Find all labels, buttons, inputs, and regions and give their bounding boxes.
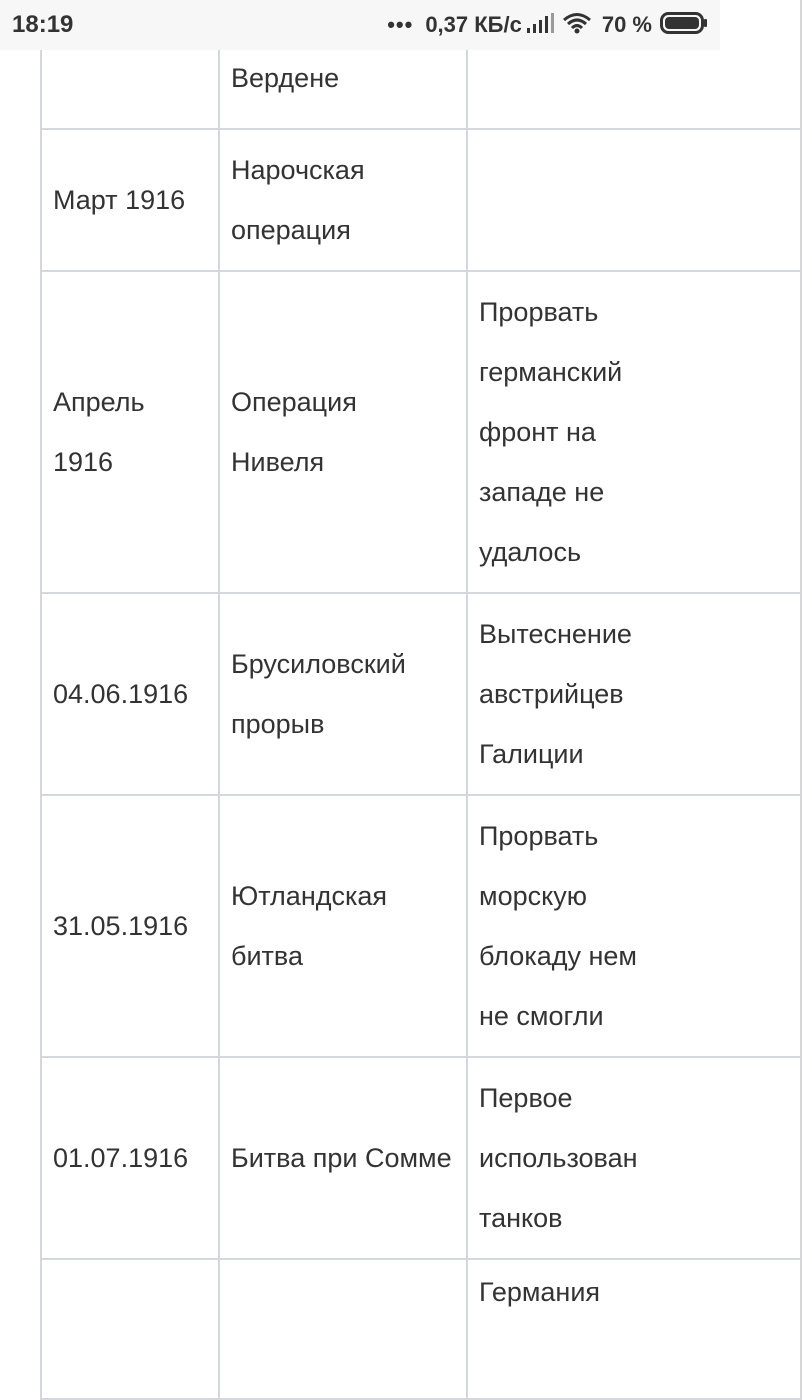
cell-result-line: фронт на [479,417,596,447]
cell-result-line: Вытеснение [479,619,632,649]
cell-result [467,1259,801,1399]
cell-result [467,1057,801,1259]
cell-event: Брусиловский прорыв [219,593,467,795]
cell-event: Ютландская битва [219,795,467,1057]
cell-event: Нарочская операция [219,129,467,271]
cell-date [41,1259,219,1399]
cell-result-line: использован [479,1143,638,1173]
cell-result [467,271,801,593]
cell-result [467,795,801,1057]
cell-date: Апрель 1916 [41,271,219,593]
table-row [41,1259,801,1399]
table-viewport[interactable] [0,50,680,1307]
status-bar [0,0,720,50]
table-row [41,129,801,271]
table-row [41,795,801,1057]
battery-percent: 70 % [601,12,652,37]
cell-result-line: Прорвать [479,297,599,327]
network-speed: 0,37 КБ/с [425,12,522,37]
wifi-icon [562,12,592,39]
cell-result-line: австрийцев [479,679,624,709]
table-row [41,593,801,795]
battles-table [40,0,802,1400]
cell-result [467,593,801,795]
cell-result-line: морскую [479,881,587,911]
cell-result-line: не смогли [479,1001,604,1031]
cell-result-line: Прорвать [479,821,599,851]
table-row [41,271,801,593]
status-time: 18:19 [12,11,74,38]
cell-result-line: танков [479,1203,563,1233]
cell-result [467,129,801,271]
battery-icon [660,11,708,40]
table-body [41,0,801,1399]
cell-result-line: блокаду нем [479,941,637,971]
cell-result-line: удалось [479,537,582,567]
cell-result-line: германский [479,357,623,387]
signal-icon [526,12,554,39]
cell-date: Март 1916 [41,129,219,271]
cell-event [219,1259,467,1399]
cell-date: 31.05.1916 [41,795,219,1057]
cell-event: Битва при Сомме [219,1057,467,1259]
cell-event: Операция Нивеля [219,271,467,593]
status-right-group [387,0,708,50]
notification-dots: ••• [387,12,414,37]
table-row [41,1057,801,1259]
cell-result-line: западе не [479,477,605,507]
cell-result-line: Галиции [479,739,584,769]
cell-event: Вердене [219,0,467,129]
cell-result-line: Первое [479,1083,573,1113]
cell-result-line: Германия [479,1277,601,1307]
cell-date: 04.06.1916 [41,593,219,795]
cell-date: 01.07.1916 [41,1057,219,1259]
